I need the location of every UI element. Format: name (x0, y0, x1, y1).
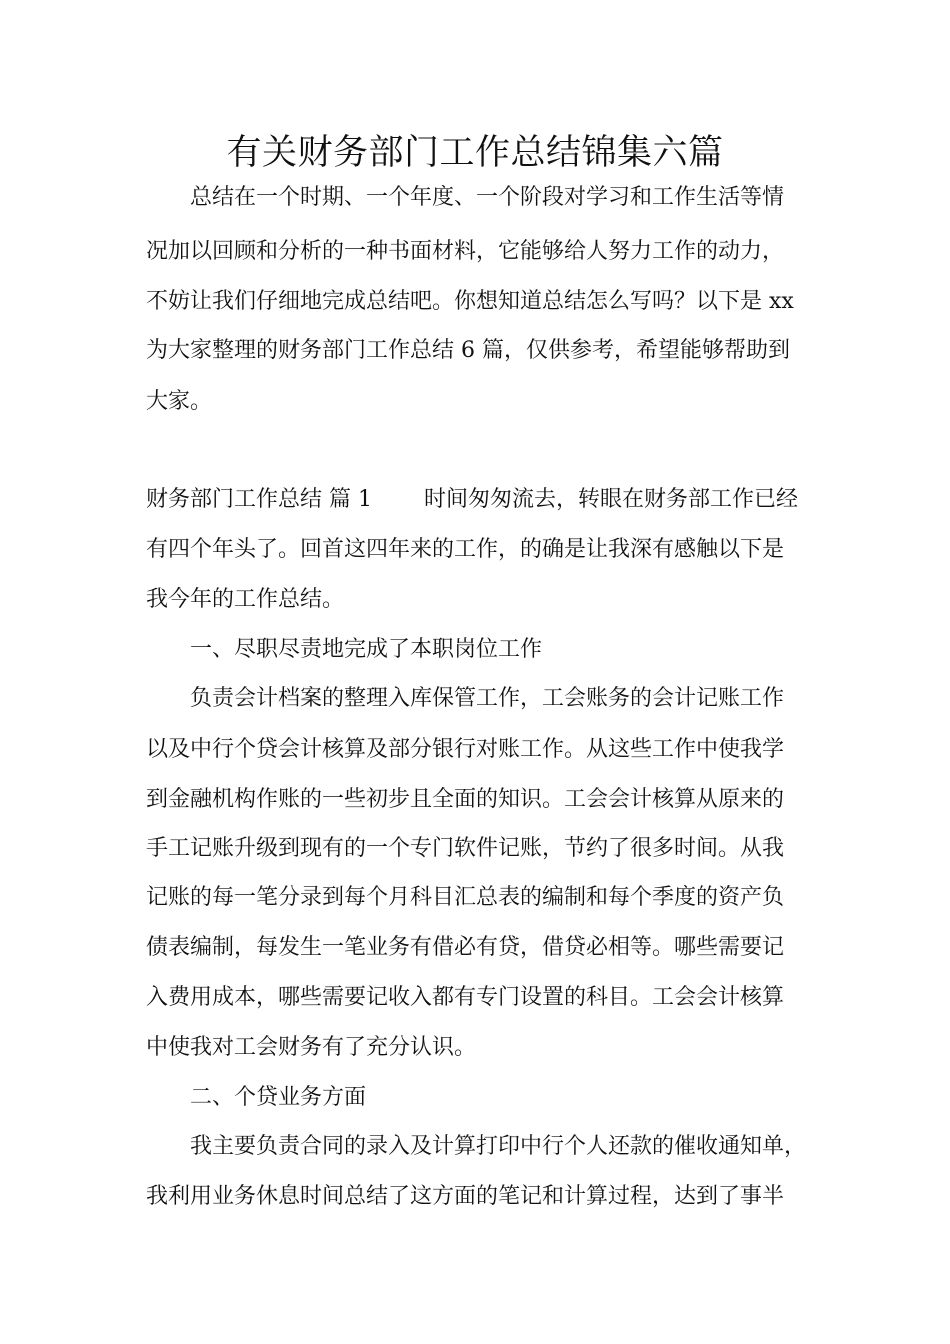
paragraph-line: 负责会计档案的整理入库保管工作，工会账务的会计记账工作 (190, 686, 785, 711)
paragraph-line: 记账的每一笔分录到每个月科目汇总表的编制和每个季度的资产负 (146, 885, 785, 910)
paragraph-line: 我利用业务休息时间总结了这方面的笔记和计算过程，达到了事半 (146, 1184, 785, 1209)
paragraph-line: 入费用成本，哪些需要记收入都有专门设置的科目。工会会计核算 (146, 985, 785, 1010)
subheading: 一、尽职尽责地完成了本职岗位工作 (190, 637, 543, 662)
paragraph-line: 况加以回顾和分析的一种书面材料，它能够给人努力工作的动力， (146, 239, 785, 264)
paragraph-line: 总结在一个时期、一个年度、一个阶段对学习和工作生活等情 (190, 185, 785, 210)
subheading: 二、个贷业务方面 (190, 1085, 367, 1110)
section-heading-line (146, 485, 816, 515)
paragraph-line: 有四个年头了。回首这四年来的工作，的确是让我深有感触以下是 (146, 537, 785, 562)
paragraph-line: 我主要负责合同的录入及计算打印中行个人还款的催收通知单， (190, 1134, 807, 1159)
paragraph-line: 到金融机构作账的一些初步且全面的知识。工会会计核算从原来的 (146, 787, 785, 812)
paragraph-line: 手工记账升级到现有的一个专门软件记账，节约了很多时间。从我 (146, 836, 785, 861)
document-title: 有关财务部门工作总结锦集六篇 (226, 133, 724, 173)
paragraph-line: 我今年的工作总结。 (146, 587, 345, 612)
paragraph-line: 为大家整理的财务部门工作总结 6 篇，仅供参考，希望能够帮助到 (146, 338, 790, 363)
paragraph-line: 债表编制，每发生一笔业务有借必有贷，借贷必相等。哪些需要记 (146, 935, 785, 960)
section-first-sentence: 时间匆匆流去，转眼在财务部工作已经 (423, 487, 798, 512)
paragraph-line: 以及中行个贷会计核算及部分银行对账工作。从这些工作中使我学 (146, 737, 785, 762)
section-heading: 财务部门工作总结 篇 1 (146, 487, 372, 512)
paragraph-line: 大家。 (146, 389, 213, 414)
paragraph-line: 中使我对工会财务有了充分认识。 (146, 1035, 477, 1060)
paragraph-line: 不妨让我们仔细地完成总结吧。你想知道总结怎么写吗？以下是 xx (146, 289, 794, 314)
